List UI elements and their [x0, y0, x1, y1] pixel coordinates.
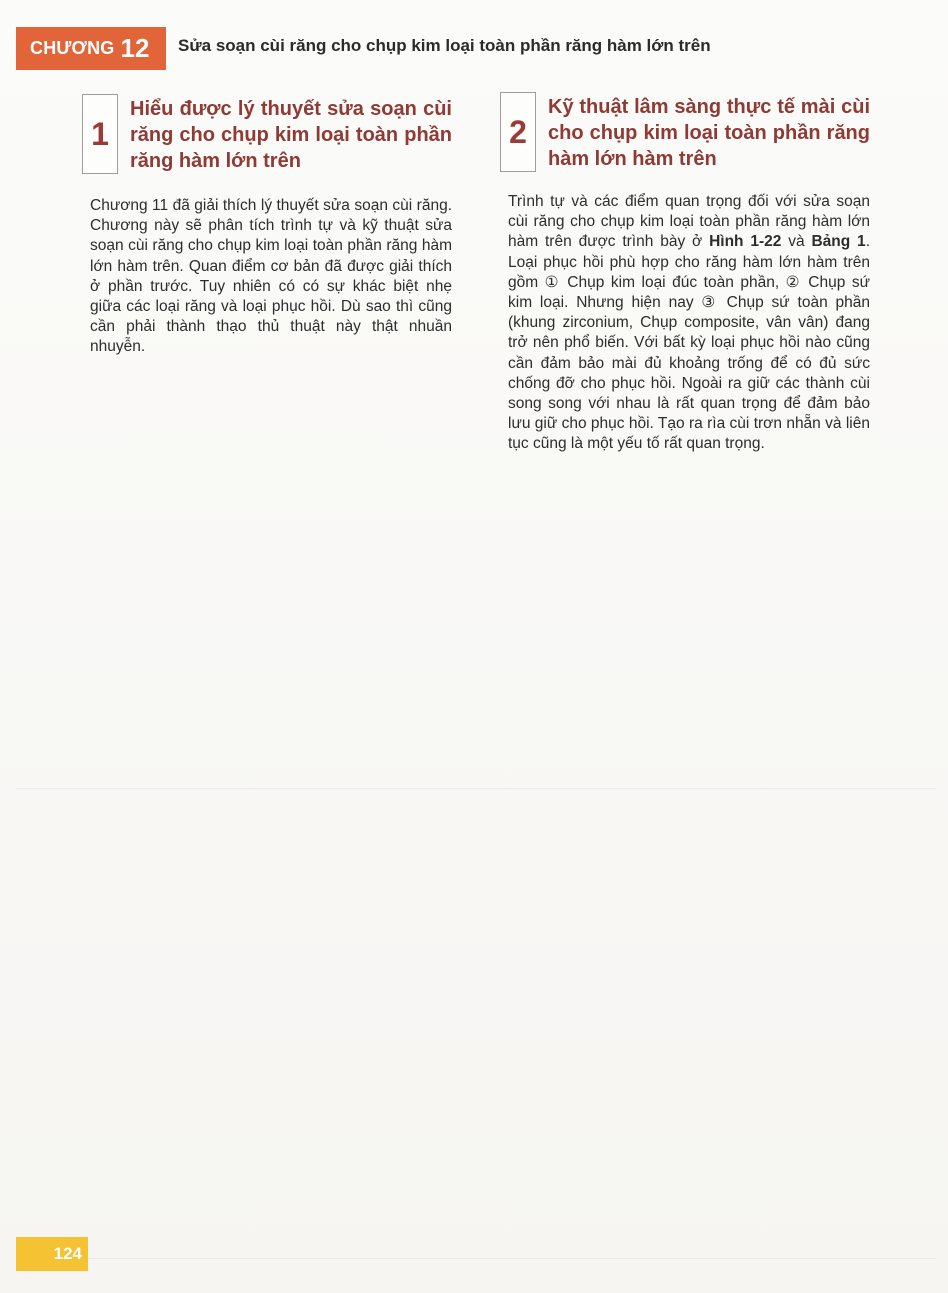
faint-divider: [16, 1258, 936, 1259]
column-2-paragraph: [508, 192, 870, 455]
page-number-badge: [16, 1237, 88, 1271]
chapter-title: Sửa soạn cùi răng cho chụp kim loại toàn phần răng hàm lớn trên: [178, 36, 711, 55]
section-number-box: [82, 94, 118, 174]
paragraph-text: Trình tự và các điểm quan trọng đối với sửa soạn cùi răng cho chụp kim loại toàn phần răng hàm lớn hàm trên được trình bày ở: [508, 193, 870, 251]
chapter-badge: [16, 27, 166, 70]
section-number-box: [500, 92, 536, 172]
paragraph-text: và: [781, 233, 812, 251]
chapter-word: CHƯƠNG: [30, 38, 115, 58]
faint-divider: [16, 788, 936, 789]
section-number: 1: [91, 115, 109, 152]
section-heading: Kỹ thuật lâm sàng thực tế mài cùi cho chụp kim loại toàn phần răng hàm lớn hàm trên: [548, 96, 870, 170]
section-number: 2: [509, 113, 527, 150]
page-number: 124: [53, 1244, 82, 1263]
paragraph-text: . Loại phục hồi phù hợp cho răng hàm lớn hàm trên gồm ① Chụp kim loại đúc toàn phần, ② Chụp sứ kim loại. Nhưng hiện nay ③ Chụp sứ toàn phần (khung zirconium, Chụp composite, vân vân) đang trở nên phổ biến. Với bất kỳ loại phục hồi nào cũng cần đảm bảo mài đủ khoảng trống để có đủ sức chống đỡ cho phục hồi. Ngoài ra giữ các thành cùi song song với nhau là rất quan trọng để đảm bảo lưu giữ cho phục hồi. Tạo ra rìa cùi trơn nhẵn và liên tục cũng là một yếu tố rất quan trọng.: [508, 233, 870, 453]
section-heading: Hiểu được lý thuyết sửa soạn cùi răng cho chụp kim loại toàn phần răng hàm lớn trên: [130, 98, 452, 172]
column-1-paragraph: Chương 11 đã giải thích lý thuyết sửa soạn cùi răng. Chương này sẽ phân tích trình tự và kỹ thuật sửa soạn cùi răng cho chụp kim loại toàn phần răng hàm lớn hàm trên. Quan điểm cơ bản đã được giải thích ở phần trước. Tuy nhiên có có sự khác biệt nhẹ giữa các loại răng và loại phục hồi. Dù sao thì cũng cần phải thành thạo thủ thuật này thật nhuần nhuyễn.: [90, 197, 452, 356]
chapter-number: 12: [120, 33, 150, 63]
figure-reference: Hình 1-22: [709, 233, 782, 251]
section-1: [82, 94, 456, 178]
table-reference: Bảng 1: [811, 233, 866, 251]
section-2: [500, 92, 872, 176]
